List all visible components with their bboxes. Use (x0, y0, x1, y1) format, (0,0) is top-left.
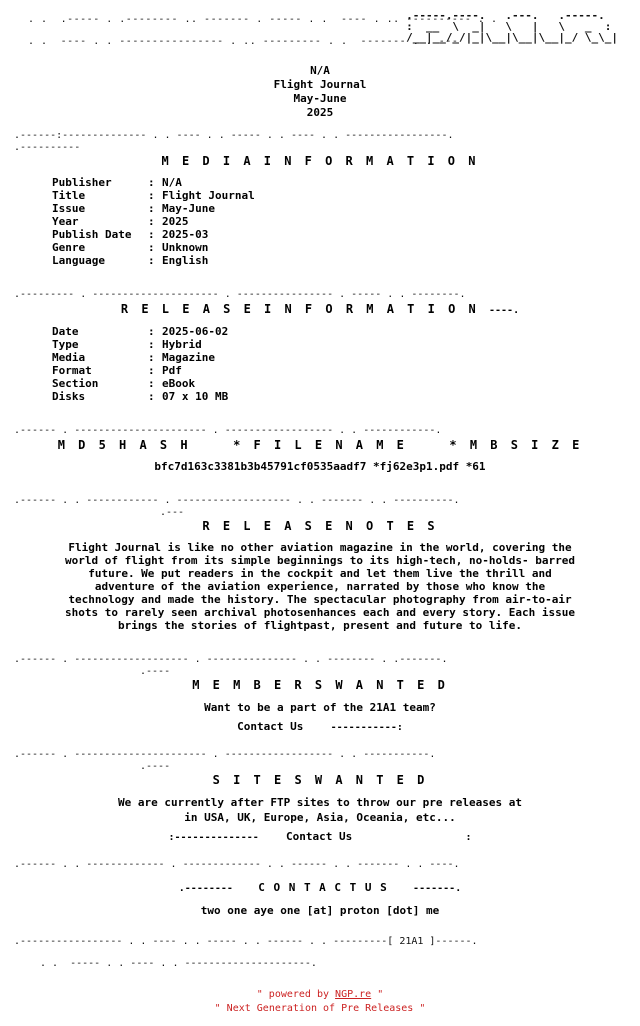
field-value-section: eBook (162, 377, 196, 390)
contact-deco-left: .-------- (178, 883, 233, 894)
field-value-language: English (162, 254, 209, 267)
field-row-title: Title : Flight Journal (52, 189, 255, 202)
divider-rule-5: .------ . ------------------- . --------------- . . -------- . .-------. (14, 654, 448, 665)
sites-wanted-text-line-2: in USA, UK, Europe, Asia, Oceania, etc... (184, 811, 456, 824)
release-notes-line: brings the stories of flightpast, present and future to life. (118, 619, 522, 632)
section-heading-release-notes: R E L E A S E N O T E S (202, 519, 438, 533)
year-title: 2025 (306, 106, 334, 119)
footer-powered-by (0, 988, 640, 1002)
field-key-issue: Issue (52, 202, 86, 215)
section-heading-media-information: M E D I A I N F O R M A T I O N (161, 154, 479, 168)
hash-values-row (0, 460, 640, 473)
field-value-media: Magazine (162, 351, 215, 364)
field-key-disks: Disks (52, 390, 86, 403)
section-heading-sites-wanted: S I T E S W A N T E D (212, 773, 428, 787)
divider-rule-4: .------ . . ------------ . ------------------- . . ------- . . ----------. (14, 495, 460, 506)
sites-wanted-deco: .---- (140, 761, 171, 772)
field-value-disks: 07 x 10 MB (162, 390, 229, 403)
release-notes-deco: .--- (160, 507, 185, 518)
divider-rule-6: .------ . ---------------------- . ------------------ . . -----------. (14, 749, 436, 760)
footer (0, 988, 640, 1026)
section-heading-release-information (0, 303, 640, 317)
members-contact-label: Contact Us (237, 720, 304, 733)
sites-contact-deco-left: :-------------- (168, 832, 259, 843)
field-row-format: Format : Pdf (52, 364, 182, 377)
release-title-block (0, 64, 640, 120)
field-key-year: Year (52, 215, 79, 228)
publisher-title: N/A (310, 64, 330, 77)
contact-address: two one aye one [at] proton [dot] me (200, 904, 440, 917)
contact-us-heading-text: C O N T A C T U S (258, 881, 388, 894)
members-wanted-text: Want to be a part of the 21A1 team? (204, 701, 436, 714)
group-logo (406, 10, 618, 43)
field-value-issue: May-June (162, 202, 215, 215)
section-heading-hash (0, 439, 640, 452)
field-row-year: Year : 2025 (52, 215, 189, 228)
sites-contact-deco-right: : (465, 832, 472, 843)
hash-size-value: *61 (465, 460, 486, 473)
divider-rule-3: .------ . ---------------------- . ------------------ . . ------------. (14, 425, 442, 436)
field-key-genre: Genre (52, 241, 86, 254)
release-notes-line: Flight Journal is like no other aviation magazine in the world, covering the (68, 541, 572, 554)
divider-rule-8: .----------------- . . ---- . . ----- . . ------ . . ---------[ 21A1 ]------. (14, 936, 478, 947)
header-logo-area (0, 6, 640, 58)
members-contact-row (0, 719, 640, 735)
field-row-disks: Disks : 07 x 10 MB (52, 390, 229, 403)
hash-heading-md5: M D 5 H A S H (57, 438, 191, 452)
field-key-type: Type (52, 338, 79, 351)
release-notes-line: technology and made the history. The spectacular photography from air-to-air (68, 593, 572, 606)
field-value-publish-date: 2025-03 (162, 228, 209, 241)
top-deco-line-2: . . ---- . . ---------------- . .. --------- . . ------- . . --- (28, 36, 459, 47)
members-contact-deco: -----------: (330, 722, 403, 733)
release-information-heading-text: R E L E A S E I N F O R M A T I O N (120, 302, 479, 316)
hash-md5-value: bfc7d163c3381b3b45791cf0535aadf7 (154, 460, 367, 473)
release-notes-body (8, 541, 632, 632)
field-value-publisher: N/A (162, 176, 182, 189)
field-row-language: Language : English (52, 254, 209, 267)
footer-tagline: " Next Generation of Pre Releases " (214, 1003, 426, 1014)
field-value-format: Pdf (162, 364, 182, 377)
field-key-title: Title (52, 189, 86, 202)
field-row-issue: Issue : May-June (52, 202, 215, 215)
field-key-section: Section (52, 377, 99, 390)
field-key-date: Date (52, 325, 79, 338)
field-row-media: Media : Magazine (52, 351, 215, 364)
field-row-publisher: Publisher : N/A (52, 176, 182, 189)
field-row-publish-date: Publish Date : 2025-03 (52, 228, 209, 241)
field-value-title: Flight Journal (162, 189, 255, 202)
hash-heading-size: * M B S I Z E (449, 438, 583, 452)
divider-rule-2: .--------- . --------------------- . ---------------- . ----- . . --------. (14, 289, 466, 300)
release-notes-line: shots to rarely seen archival photosenhances each and every story. Each issue (65, 606, 575, 619)
field-key-language: Language (52, 254, 105, 267)
field-value-genre: Unknown (162, 241, 209, 254)
field-key-media: Media (52, 351, 86, 364)
divider-rule-9: . . ----- . . ---- . . ---------------------. (40, 958, 317, 969)
group-logo-art-3: /__|__/_/|_|\__|\__|\__|_/ \_\_| (406, 31, 618, 44)
hash-filename-value: *fj62e3p1.pdf (372, 460, 460, 473)
field-value-year: 2025 (162, 215, 189, 228)
field-value-type: Hybrid (162, 338, 202, 351)
section-heading-contact-us (0, 881, 640, 895)
field-row-date: Date : 2025-06-02 (52, 325, 229, 338)
field-value-date: 2025-06-02 (162, 325, 229, 338)
media-information-fields (52, 176, 640, 267)
page-title: Flight Journal (273, 78, 367, 91)
field-key-publish-date: Publish Date (52, 228, 132, 241)
release-notes-line: world of flight from its simple beginnings to its high-tech, no-holds- barred (65, 554, 575, 567)
group-logo-art-2: : __ \ _| \ | \ _ : (406, 20, 612, 33)
divider-rule-1: .------:-------------- . . ---- . . ----- . . ---- . . -----------------. (14, 130, 454, 141)
sites-contact-row (0, 829, 640, 845)
hash-heading-filename: * F I L E N A M E (233, 438, 407, 452)
field-key-format: Format (52, 364, 92, 377)
sites-contact-label: Contact Us (286, 830, 353, 843)
release-information-fields (52, 325, 640, 403)
field-key-publisher: Publisher (52, 176, 112, 189)
release-notes-line: future. We put readers in the cockpit and let them live the thrill and (88, 567, 552, 580)
media-section-deco: .---------- (14, 142, 81, 153)
sites-wanted-text-line-1: We are currently after FTP sites to throw our pre releases at (118, 796, 522, 809)
field-row-section: Section : eBook (52, 377, 196, 390)
field-row-genre: Genre : Unknown (52, 241, 209, 254)
footer-prefix: " powered by (256, 989, 336, 1000)
members-wanted-deco: .---- (140, 666, 171, 677)
group-logo-art-1: .-----.----. .---. .-----. (406, 9, 605, 22)
contact-deco-right: -------. (413, 883, 462, 894)
field-row-type: Type : Hybrid (52, 338, 202, 351)
divider-rule-7: .------ . . ------------- . ------------- . . ------ . . ------- . . ----. (14, 859, 460, 870)
top-deco-line-1: . . .----- . .-------- .. ------- . ----- . . ---- . .. ---------- . . (28, 14, 498, 25)
ngp-link[interactable]: NGP.re (335, 989, 372, 1000)
release-notes-line: adventure of the aviation experience, narrated by those who know the (94, 580, 546, 593)
issue-title: May-June (293, 92, 347, 105)
section-heading-members-wanted: M E M B E R S W A N T E D (192, 678, 448, 692)
release-information-deco: ----. (489, 305, 520, 316)
footer-suffix: " (371, 989, 384, 1000)
